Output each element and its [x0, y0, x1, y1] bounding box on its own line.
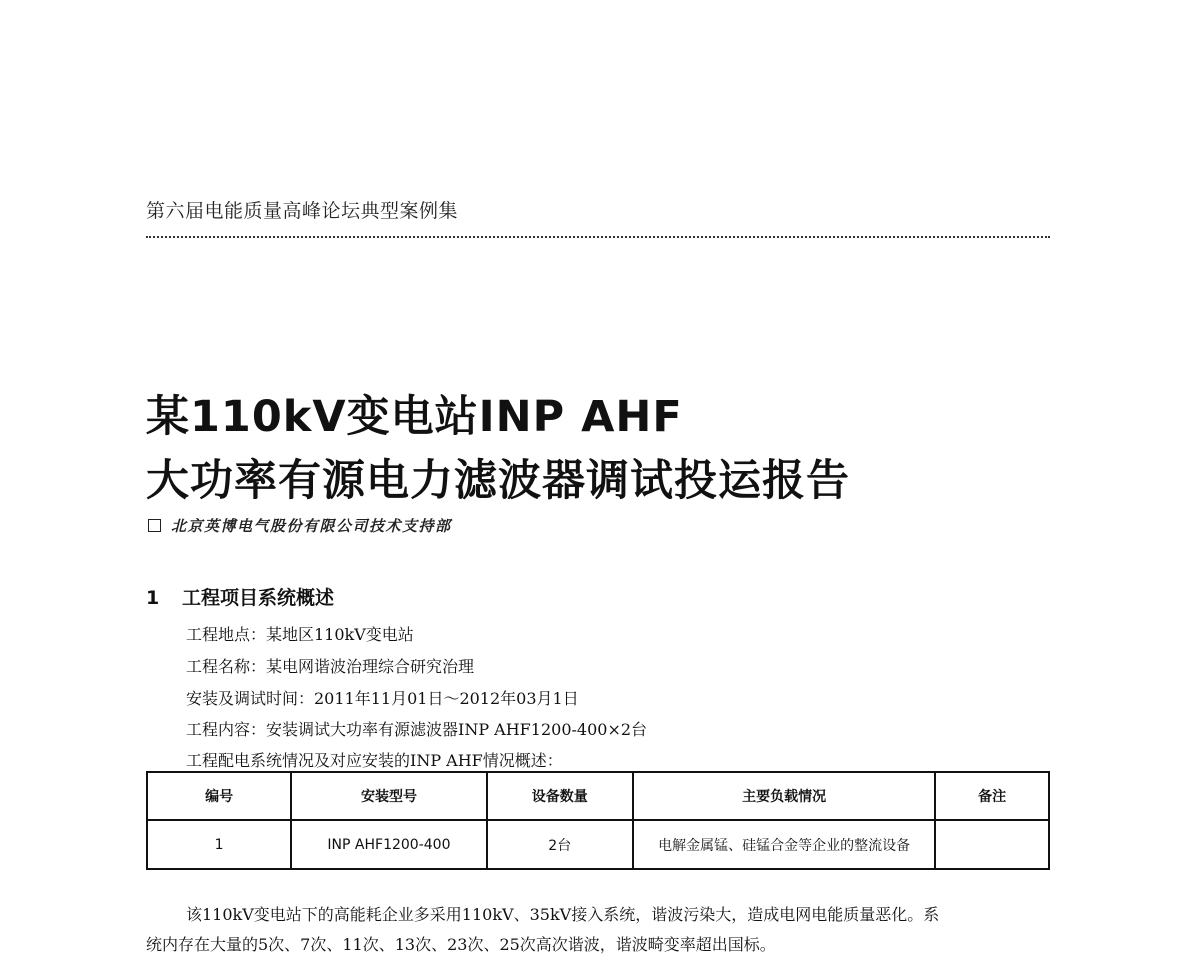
author-name: 北京英博电气股份有限公司技术支持部	[171, 517, 452, 535]
project-location: 工程地点：某地区110kV变电站	[186, 625, 414, 644]
cell-remarks	[935, 820, 1049, 869]
running-header: 第六届电能质量高峰论坛典型案例集	[146, 200, 459, 222]
equipment-table	[146, 771, 1050, 870]
table-header-row	[147, 772, 1049, 820]
header-load: 主要负载情况	[633, 772, 935, 820]
body-paragraph-line-2: 统内存在大量的5次、7次、11次、13次、23次、25次高次谐波，谐波畸变率超出国标。	[146, 935, 776, 954]
project-time: 安装及调试时间：2011年11月01日～2012年03月1日	[186, 689, 579, 708]
header-id: 编号	[147, 772, 291, 820]
header-quantity: 设备数量	[487, 772, 633, 820]
section-title: 工程项目系统概述	[182, 587, 335, 609]
project-name: 工程名称：某电网谐波治理综合研究治理	[186, 657, 475, 676]
cell-quantity: 2台	[487, 820, 633, 869]
project-content: 工程内容：安装调试大功率有源滤波器INP AHF1200-400×2台	[186, 720, 648, 739]
cell-load: 电解金属锰、硅锰合金等企业的整流设备	[633, 820, 935, 869]
project-summary: 工程配电系统情况及对应安装的INP AHF情况概述：	[186, 751, 563, 770]
author-line	[148, 515, 452, 536]
square-bullet-icon	[148, 519, 161, 532]
body-paragraph-line-1: 该110kV变电站下的高能耗企业多采用110kV、35kV接入系统，谐波污染大，造成电网电能质量恶化。系	[186, 905, 940, 924]
header-remarks: 备注	[935, 772, 1049, 820]
header-divider	[146, 236, 1050, 238]
cell-model: INP AHF1200-400	[291, 820, 486, 869]
cell-id: 1	[147, 820, 291, 869]
table-row	[147, 820, 1049, 869]
header-model: 安装型号	[291, 772, 486, 820]
section-heading	[146, 583, 334, 610]
section-number: 1	[146, 587, 160, 609]
title-line-1: 某110kV变电站INP AHF	[146, 392, 683, 442]
title-line-2: 大功率有源电力滤波器调试投运报告	[146, 456, 850, 506]
